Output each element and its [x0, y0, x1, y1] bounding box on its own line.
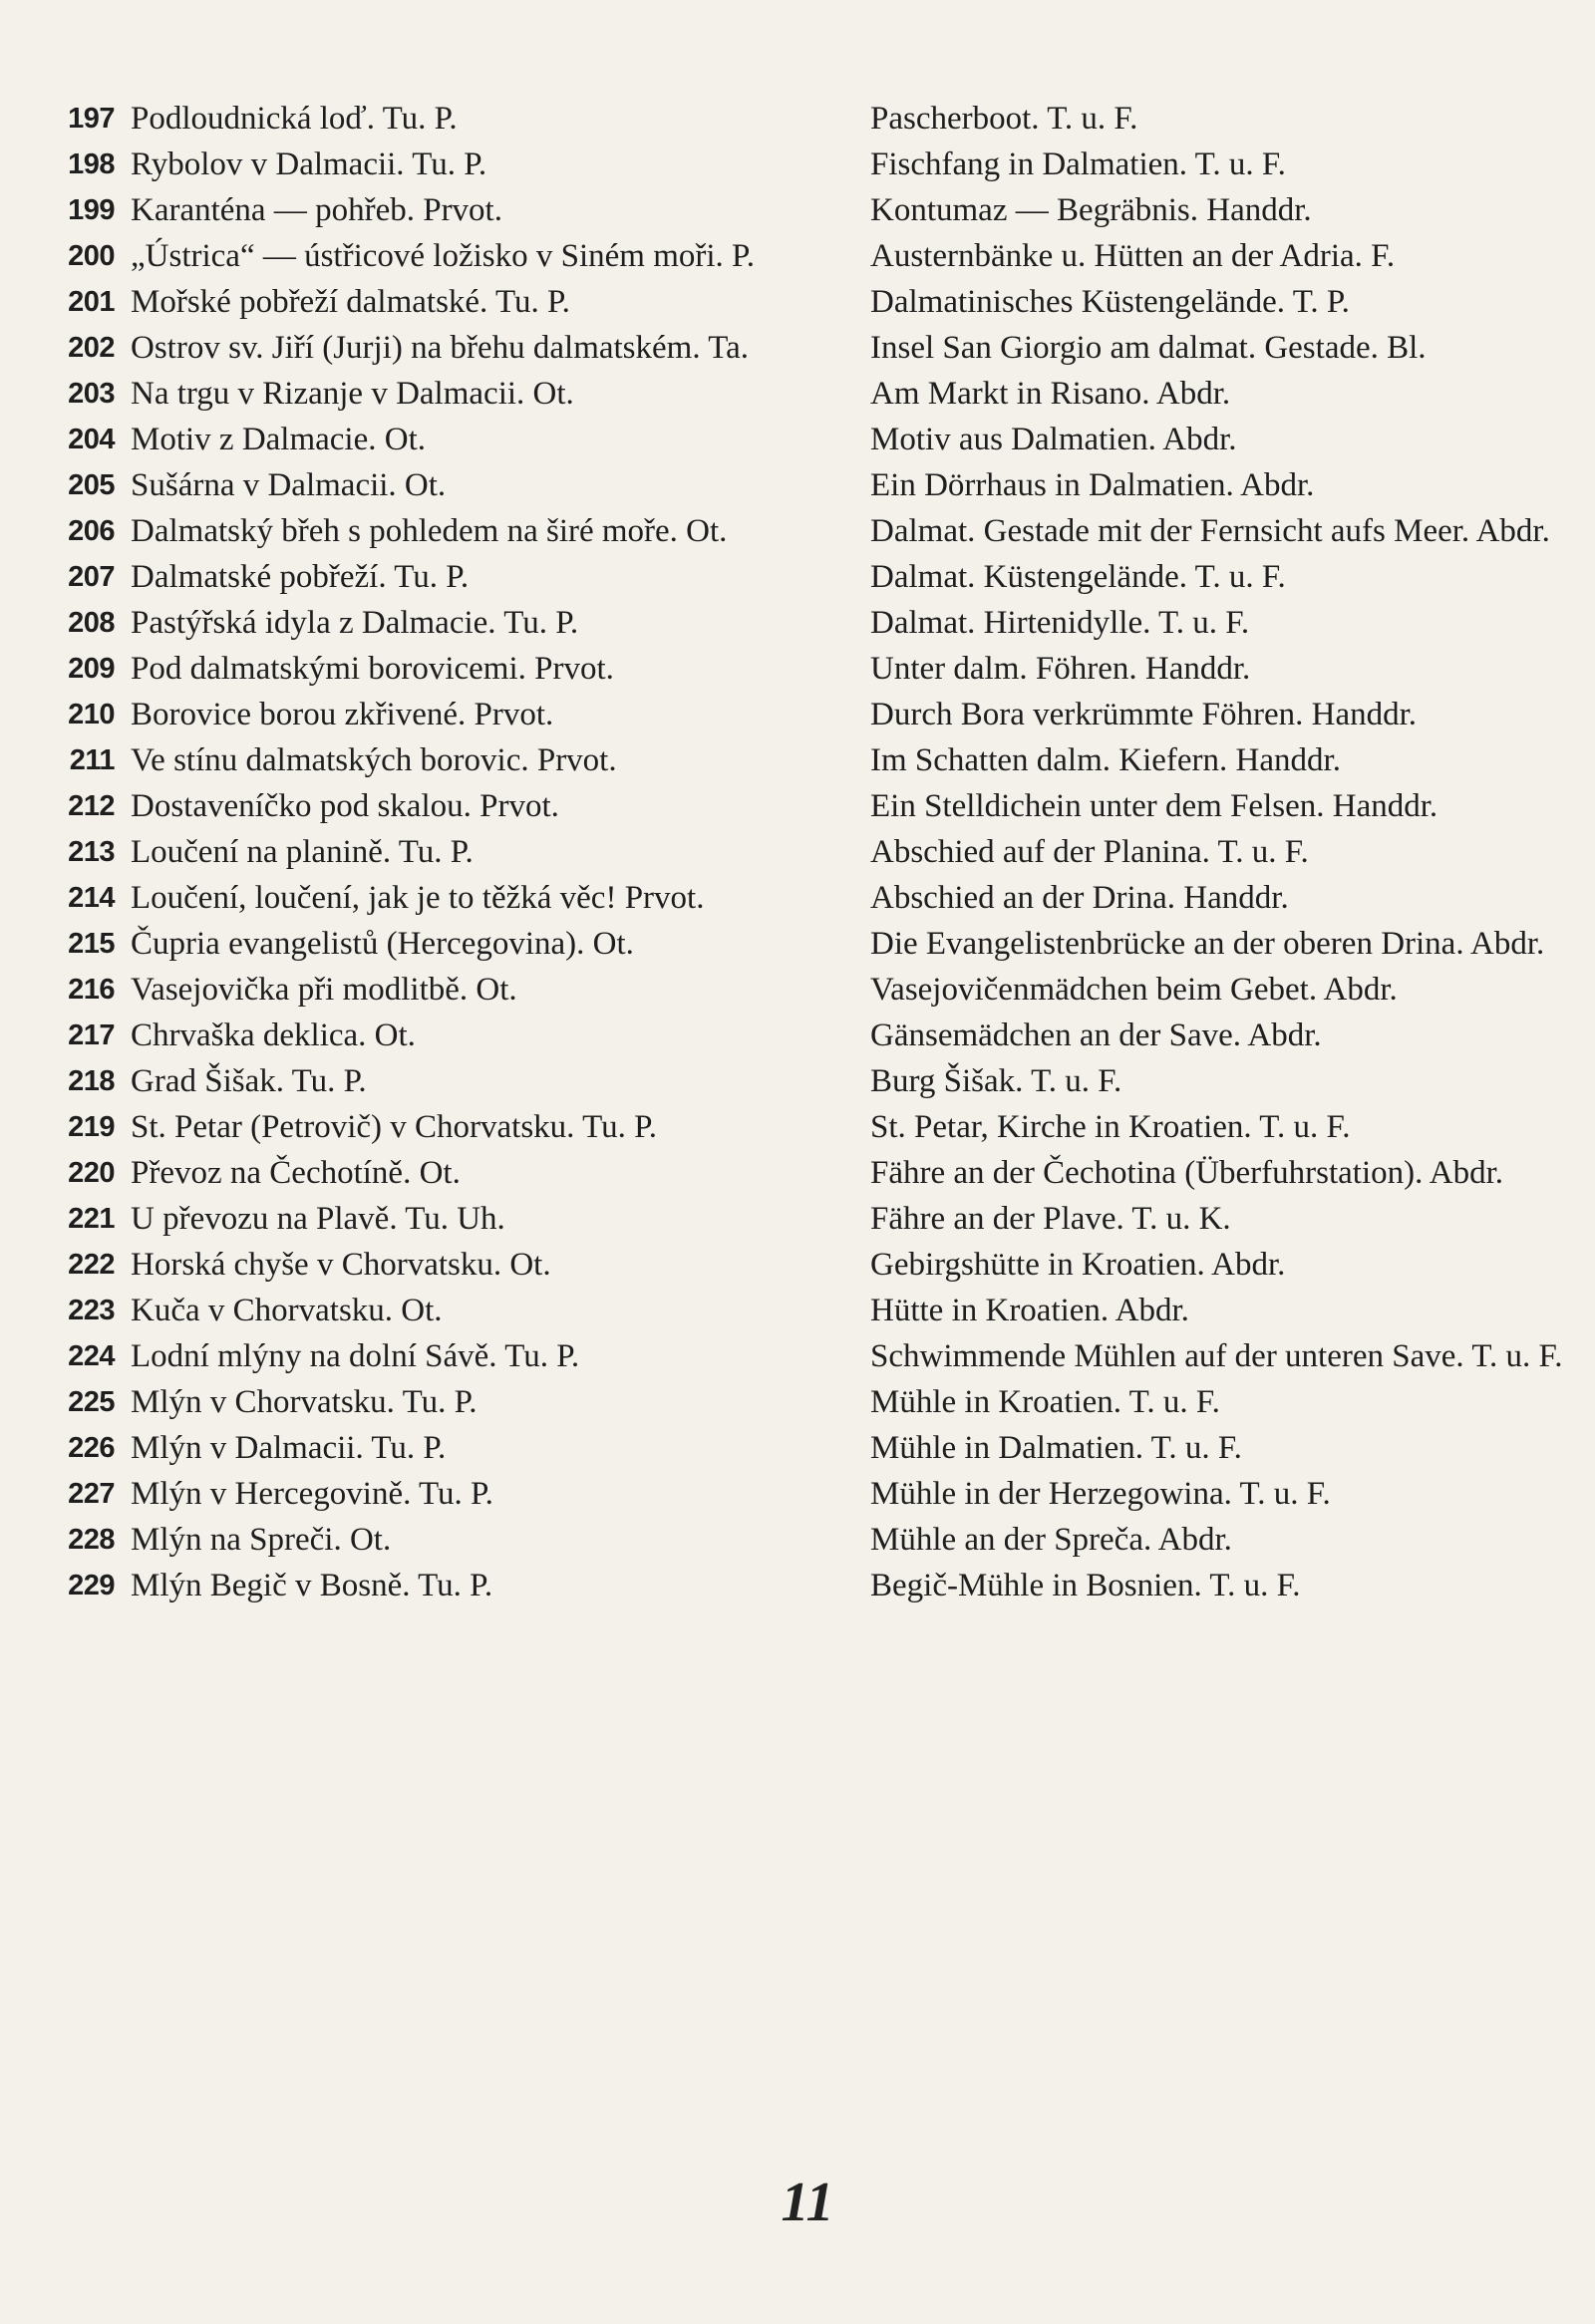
- entry-number: 204: [68, 424, 115, 455]
- entry-number: 215: [68, 928, 115, 960]
- entry-title-german: Begič-Mühle in Bosnien. T. u. F.: [870, 1568, 1301, 1603]
- entry-number: 212: [68, 790, 115, 822]
- catalog-entry: [0, 646, 1595, 692]
- page-number: 11: [781, 2172, 834, 2233]
- entry-title-german: Dalmat. Küstengelände. T. u. F.: [870, 559, 1286, 595]
- entry-title-czech: Čupria evangelistů (Hercegovina). Ot.: [131, 926, 634, 962]
- catalog-entry: [0, 829, 1595, 875]
- entry-number: 202: [68, 332, 115, 364]
- entry-title-czech: Na trgu v Rizanje v Dalmacii. Ot.: [131, 376, 574, 412]
- entry-title-czech: Mlýn na Spreči. Ot.: [131, 1522, 392, 1558]
- entry-title-german: Fähre an der Plave. T. u. K.: [870, 1201, 1231, 1237]
- entry-number: 203: [68, 378, 115, 410]
- entry-title-german: Pascherboot. T. u. F.: [870, 101, 1138, 137]
- catalog-entry: [0, 1242, 1595, 1288]
- catalog-entry: [0, 875, 1595, 921]
- catalog-entry: [0, 1196, 1595, 1242]
- entry-title-czech: Kuča v Chorvatsku. Ot.: [131, 1293, 443, 1328]
- entry-title-czech: Grad Šišak. Tu. P.: [131, 1063, 367, 1099]
- entry-title-czech: Mořské pobřeží dalmatské. Tu. P.: [131, 284, 570, 320]
- entry-title-czech: U převozu na Plavě. Tu. Uh.: [131, 1201, 505, 1237]
- entry-title-german: Hütte in Kroatien. Abdr.: [870, 1293, 1189, 1328]
- entry-number: 214: [68, 882, 115, 914]
- entry-number: 200: [68, 240, 115, 272]
- entry-title-german: Mühle in Kroatien. T. u. F.: [870, 1384, 1220, 1420]
- entry-title-czech: Mlýn v Dalmacii. Tu. P.: [131, 1430, 447, 1466]
- entry-title-german: Ein Dörrhaus in Dalmatien. Abdr.: [870, 467, 1315, 503]
- entry-title-czech: Vasejovička při modlitbě. Ot.: [131, 972, 517, 1008]
- entry-title-czech: Mlýn v Hercegovině. Tu. P.: [131, 1476, 493, 1512]
- catalog-entry-list: [0, 96, 1595, 1608]
- catalog-entry: [0, 1517, 1595, 1563]
- entry-title-czech: Chrvaška deklica. Ot.: [131, 1017, 416, 1053]
- entry-title-german: Motiv aus Dalmatien. Abdr.: [870, 422, 1237, 457]
- entry-number: 210: [68, 699, 115, 730]
- entry-title-czech: Mlýn Begič v Bosně. Tu. P.: [131, 1568, 493, 1603]
- entry-number: 224: [68, 1340, 115, 1372]
- catalog-entry: [0, 508, 1595, 554]
- catalog-entry: [0, 783, 1595, 829]
- entry-title-czech: Mlýn v Chorvatsku. Tu. P.: [131, 1384, 478, 1420]
- entry-title-czech: „Ústrica“ — ústřicové ložisko v Siném moři. P.: [131, 238, 755, 274]
- entry-number: 211: [69, 744, 115, 776]
- entry-title-german: Gänsemädchen an der Save. Abdr.: [870, 1017, 1322, 1053]
- entry-number: 201: [68, 286, 115, 318]
- entry-title-german: Fischfang in Dalmatien. T. u. F.: [870, 146, 1286, 182]
- entry-title-german: Dalmat. Hirtenidylle. T. u. F.: [870, 605, 1250, 641]
- entry-number: 225: [68, 1386, 115, 1418]
- entry-title-czech: Lodní mlýny na dolní Sávě. Tu. P.: [131, 1338, 580, 1374]
- entry-title-czech: Pastýřská idyla z Dalmacie. Tu. P.: [131, 605, 579, 641]
- catalog-entry: [0, 1013, 1595, 1058]
- entry-title-czech: Borovice borou zkřivené. Prvot.: [131, 697, 554, 732]
- entry-title-german: Unter dalm. Föhren. Handdr.: [870, 651, 1251, 687]
- entry-number: 207: [68, 561, 115, 593]
- entry-title-german: Durch Bora verkrümmte Föhren. Handdr.: [870, 697, 1418, 732]
- entry-title-german: Kontumaz — Begräbnis. Handdr.: [870, 192, 1312, 228]
- entry-title-german: Mühle in Dalmatien. T. u. F.: [870, 1430, 1242, 1466]
- entry-title-german: Gebirgshütte in Kroatien. Abdr.: [870, 1247, 1286, 1283]
- entry-title-german: Die Evangelistenbrücke an der oberen Drina. Abdr.: [870, 926, 1545, 962]
- catalog-entry: [0, 1379, 1595, 1425]
- entry-number: 216: [68, 974, 115, 1006]
- entry-title-german: Am Markt in Risano. Abdr.: [870, 376, 1231, 412]
- entry-number: 197: [68, 103, 115, 135]
- catalog-entry: [0, 1425, 1595, 1471]
- entry-title-czech: Pod dalmatskými borovicemi. Prvot.: [131, 651, 614, 687]
- entry-title-german: Im Schatten dalm. Kiefern. Handdr.: [870, 742, 1341, 778]
- catalog-entry: [0, 279, 1595, 325]
- entry-title-czech: Sušárna v Dalmacii. Ot.: [131, 467, 447, 503]
- catalog-entry: [0, 1471, 1595, 1517]
- entry-number: 218: [68, 1065, 115, 1097]
- catalog-entry: [0, 1150, 1595, 1196]
- catalog-entry: [0, 1563, 1595, 1608]
- catalog-entry: [0, 96, 1595, 142]
- catalog-entry: [0, 325, 1595, 371]
- catalog-entry: [0, 1333, 1595, 1379]
- entry-number: 229: [68, 1570, 115, 1601]
- entry-number: 221: [68, 1203, 115, 1235]
- catalog-entry: [0, 187, 1595, 233]
- entry-number: 228: [68, 1524, 115, 1556]
- entry-title-czech: Loučení na planině. Tu. P.: [131, 834, 474, 870]
- entry-title-german: Ein Stelldichein unter dem Felsen. Handdr.: [870, 788, 1438, 824]
- entry-title-german: Insel San Giorgio am dalmat. Gestade. Bl.: [870, 330, 1427, 366]
- entry-title-german: Mühle in der Herzegowina. T. u. F.: [870, 1476, 1331, 1512]
- entry-number: 217: [68, 1019, 115, 1051]
- entry-number: 199: [68, 194, 115, 226]
- entry-title-czech: Rybolov v Dalmacii. Tu. P.: [131, 146, 487, 182]
- entry-title-german: Mühle an der Spreča. Abdr.: [870, 1522, 1232, 1558]
- entry-title-czech: Převoz na Čechotíně. Ot.: [131, 1155, 461, 1191]
- entry-title-german: Dalmatinisches Küstengelände. T. P.: [870, 284, 1350, 320]
- entry-title-czech: Dalmatský břeh s pohledem na širé moře. Ot.: [131, 513, 728, 549]
- entry-title-german: Austernbänke u. Hütten an der Adria. F.: [870, 238, 1396, 274]
- entry-title-czech: Dalmatské pobřeží. Tu. P.: [131, 559, 470, 595]
- catalog-entry: [0, 1104, 1595, 1150]
- entry-title-german: Abschied auf der Planina. T. u. F.: [870, 834, 1309, 870]
- entry-number: 198: [68, 148, 115, 180]
- entry-number: 227: [68, 1478, 115, 1510]
- catalog-entry: [0, 737, 1595, 783]
- entry-number: 223: [68, 1295, 115, 1326]
- entry-number: 206: [68, 515, 115, 547]
- entry-title-german: Fähre an der Čechotina (Überfuhrstation). Abdr.: [870, 1155, 1504, 1191]
- entry-number: 213: [68, 836, 115, 868]
- entry-title-german: Burg Šišak. T. u. F.: [870, 1063, 1122, 1099]
- entry-title-czech: Karanténa — pohřeb. Prvot.: [131, 192, 502, 228]
- catalog-entry: [0, 692, 1595, 737]
- catalog-entry: [0, 1288, 1595, 1333]
- entry-number: 209: [68, 653, 115, 685]
- entry-title-czech: Horská chyše v Chorvatsku. Ot.: [131, 1247, 551, 1283]
- entry-title-german: Abschied an der Drina. Handdr.: [870, 880, 1289, 916]
- entry-title-german: Schwimmende Mühlen auf der unteren Save. T. u. F.: [870, 1338, 1563, 1374]
- entry-title-czech: Ostrov sv. Jiří (Jurji) na břehu dalmatském. Ta.: [131, 330, 749, 366]
- entry-title-german: Vasejovičenmädchen beim Gebet. Abdr.: [870, 972, 1398, 1008]
- catalog-entry: [0, 554, 1595, 600]
- entry-title-czech: Loučení, loučení, jak je to těžká věc! Prvot.: [131, 880, 705, 916]
- catalog-entry: [0, 600, 1595, 646]
- catalog-entry: [0, 1058, 1595, 1104]
- entry-number: 222: [68, 1249, 115, 1281]
- entry-number: 205: [68, 469, 115, 501]
- entry-title-czech: St. Petar (Petrovič) v Chorvatsku. Tu. P.: [131, 1109, 658, 1145]
- catalog-entry: [0, 462, 1595, 508]
- entry-title-german: Dalmat. Gestade mit der Fernsicht aufs Meer. Abdr.: [870, 513, 1550, 549]
- entry-number: 226: [68, 1432, 115, 1464]
- entry-title-czech: Dostaveníčko pod skalou. Prvot.: [131, 788, 559, 824]
- catalog-entry: [0, 967, 1595, 1013]
- catalog-entry: [0, 371, 1595, 417]
- catalog-entry: [0, 233, 1595, 279]
- entry-title-german: St. Petar, Kirche in Kroatien. T. u. F.: [870, 1109, 1351, 1145]
- catalog-entry: [0, 142, 1595, 187]
- entry-title-czech: Motiv z Dalmacie. Ot.: [131, 422, 427, 457]
- entry-number: 208: [68, 607, 115, 639]
- entry-number: 220: [68, 1157, 115, 1189]
- catalog-entry: [0, 417, 1595, 462]
- entry-title-czech: Podloudnická loď. Tu. P.: [131, 101, 458, 137]
- entry-title-czech: Ve stínu dalmatských borovic. Prvot.: [131, 742, 617, 778]
- entry-number: 219: [68, 1111, 115, 1143]
- catalog-entry: [0, 921, 1595, 967]
